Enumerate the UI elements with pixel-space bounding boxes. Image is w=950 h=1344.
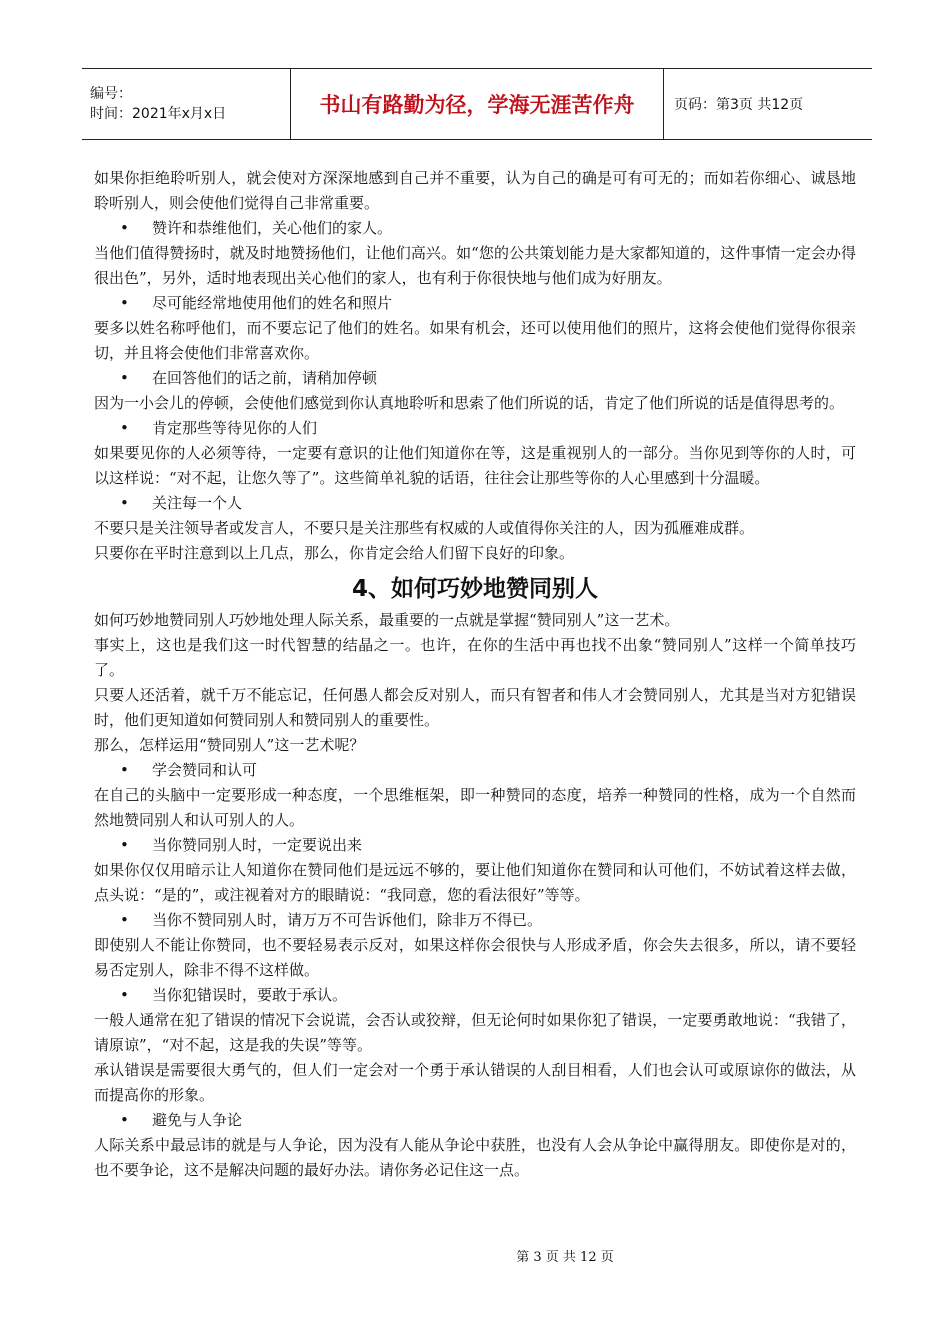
bullet-item xyxy=(94,216,856,241)
page-header xyxy=(82,68,872,140)
bullet-icon: • xyxy=(120,369,129,387)
paragraph: 只要你在平时注意到以上几点，那么，你肯定会给人们留下良好的印象。 xyxy=(94,544,575,562)
bullet-text: 在回答他们的话之前，请稍加停顿 xyxy=(152,369,378,387)
bullet-text: 赞许和恭维他们，关心他们的家人。 xyxy=(152,219,393,237)
bullet-icon: • xyxy=(120,836,129,854)
bullet-item xyxy=(94,491,856,516)
bullet-text: 关注每一个人 xyxy=(152,494,243,512)
paragraph: 那么，怎样运用“赞同别人”这一艺术呢？ xyxy=(94,736,365,754)
paragraph: 人际关系中最忌讳的就是与人争论，因为没有人能从争论中获胜，也没有人会从争论中赢得朋友。即使你是对的，也不要争论，这不是解决问题的最好办法。请你务必记住这一点。 xyxy=(94,1136,856,1179)
paragraph: 如果你仅仅用暗示让人知道你在赞同他们是远远不够的，要让他们知道你在赞同和认可他们，不妨试着这样去做，点头说：“是的”，或注视着对方的眼睛说：“我同意，您的看法很好”等等。 xyxy=(94,861,856,904)
bullet-icon: • xyxy=(120,419,129,437)
document-body xyxy=(94,166,856,1183)
bullet-text: 尽可能经常地使用他们的姓名和照片 xyxy=(152,294,393,312)
section-heading: 4、如何巧妙地赞同别人 xyxy=(351,576,598,602)
paragraph: 即使别人不能让你赞同，也不要轻易表示反对，如果这样你会很快与人形成矛盾，你会失去很多，所以，请不要轻易否定别人，除非不得不这样做。 xyxy=(94,936,856,979)
bullet-icon: • xyxy=(120,494,129,512)
bullet-text: 学会赞同和认可 xyxy=(152,761,258,779)
bullet-text: 当你犯错误时，要敢于承认。 xyxy=(152,986,348,1004)
bullet-icon: • xyxy=(120,911,129,929)
page-info-text: 页码：第3页 共12页 xyxy=(674,97,804,113)
bullet-item xyxy=(94,983,856,1008)
paragraph: 如何巧妙地赞同别人巧妙地处理人际关系，最重要的一点就是掌握“赞同别人”这一艺术。 xyxy=(94,611,680,629)
document-time-label: 时间：2021年x月x日 xyxy=(90,106,227,122)
bullet-item xyxy=(94,758,856,783)
paragraph: 只要人还活着，就千万不能忘记，任何愚人都会反对别人，而只有智者和伟人才会赞同别人，尤其是当对方犯错误时，他们更知道如何赞同别人和赞同别人的重要性。 xyxy=(94,686,856,729)
bullet-text: 当你不赞同别人时，请万万不可告诉他们，除非万不得已。 xyxy=(152,911,543,929)
paragraph: 一般人通常在犯了错误的情况下会说谎，会否认或狡辩，但无论何时如果你犯了错误，一定要勇敢地说：“我错了，请原谅”，“对不起，这是我的失误”等等。 xyxy=(94,1011,856,1054)
paragraph: 如果要见你的人必须等待，一定要有意识的让他们知道你在等，这是重视别人的一部分。当你见到等你的人时，可以这样说：“对不起，让您久等了”。这些简单礼貌的话语，往往会让那些等你的人心里感到十分温暖。 xyxy=(94,444,856,487)
document-number-label: 编号： xyxy=(90,86,132,102)
bullet-text: 肯定那些等待见你的人们 xyxy=(152,419,318,437)
bullet-text: 避免与人争论 xyxy=(152,1111,243,1129)
bullet-item xyxy=(94,833,856,858)
motto-text: 书山有路勤为径，学海无涯苦作舟 xyxy=(319,93,635,117)
paragraph: 要多以姓名称呼他们，而不要忘记了他们的姓名。如果有机会，还可以使用他们的照片，这将会使他们觉得你很亲切，并且将会使他们非常喜欢你。 xyxy=(94,319,856,362)
paragraph: 如果你拒绝聆听别人，就会使对方深深地感到自己并不重要，认为自己的确是可有可无的；而如若你细心、诚恳地聆听别人，则会使他们觉得自己非常重要。 xyxy=(94,169,856,212)
paragraph: 不要只是关注领导者或发言人，不要只是关注那些有权威的人或值得你关注的人，因为孤雁难成群。 xyxy=(94,519,755,537)
header-page-info xyxy=(664,69,872,139)
paragraph: 事实上，这也是我们这一时代智慧的结晶之一。也许，在你的生活中再也找不出象“赞同别人”这样一个简单技巧了。 xyxy=(94,636,856,679)
paragraph: 承认错误是需要很大勇气的，但人们一定会对一个勇于承认错误的人刮目相看，人们也会认可或原谅你的做法，从而提高你的形象。 xyxy=(94,1061,856,1104)
bullet-text: 当你赞同别人时，一定要说出来 xyxy=(152,836,363,854)
bullet-icon: • xyxy=(120,1111,129,1129)
bullet-item xyxy=(94,291,856,316)
paragraph: 因为一小会儿的停顿，会使他们感觉到你认真地聆听和思索了他们所说的话，肯定了他们所说的话是值得思考的。 xyxy=(94,394,845,412)
paragraph: 在自己的头脑中一定要形成一种态度，一个思维框架，即一种赞同的态度，培养一种赞同的性格，成为一个自然而然地赞同别人和认可别人的人。 xyxy=(94,786,856,829)
bullet-item xyxy=(94,1108,856,1133)
page-footer xyxy=(0,1246,950,1265)
header-motto xyxy=(291,69,664,139)
bullet-item xyxy=(94,416,856,441)
bullet-icon: • xyxy=(120,761,129,779)
paragraph: 当他们值得赞扬时，就及时地赞扬他们，让他们高兴。如“您的公共策划能力是大家都知道的，这件事情一定会办得很出色”，另外，适时地表现出关心他们的家人，也有利于你很快地与他们成为好朋友。 xyxy=(94,244,856,287)
bullet-icon: • xyxy=(120,986,129,1004)
bullet-icon: • xyxy=(120,219,129,237)
bullet-item xyxy=(94,908,856,933)
header-meta xyxy=(82,69,291,139)
footer-page-number: 第 3 页 共 12 页 xyxy=(516,1250,614,1265)
bullet-icon: • xyxy=(120,294,129,312)
bullet-item xyxy=(94,366,856,391)
